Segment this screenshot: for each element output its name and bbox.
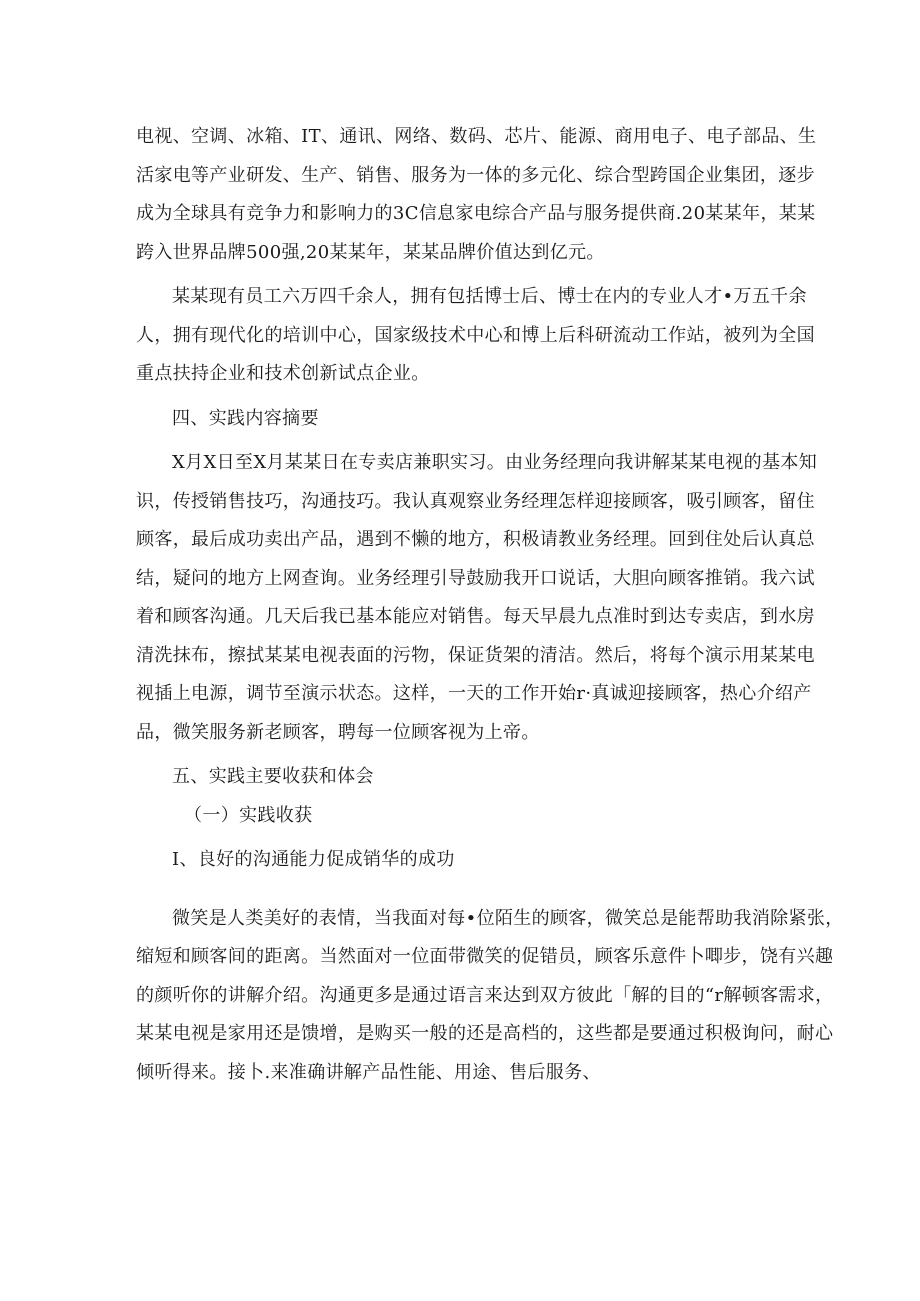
text-line: X月X日至X月某某日在专卖店兼职实习。由业务经理向我讲解某某电视的基本知 bbox=[172, 452, 818, 473]
text-line: 某某现有员工六万四千余人，拥有包括博士后、博士在内的专业人才•万五千余 bbox=[172, 286, 807, 307]
text-line: 跨入世界品牌500强,20某某年，某某品牌价值达到亿元。 bbox=[136, 241, 605, 263]
section-heading-4: 四、实践内容摘要 bbox=[172, 407, 319, 429]
paragraph-communication bbox=[136, 900, 844, 1093]
text-line: 着和顾客沟通。几天后我已基本能应对销售。每天早晨九点准时到达专卖店，到水房 bbox=[136, 606, 815, 627]
text-line: 的颜听你的讲解介绍。沟通更多是通过语言来达到双方彼此「解的目的“r解顿客需求， bbox=[136, 984, 834, 1006]
text-line: 顾客，最后成功卖出产品，遇到不懒的地方，积极请教业务经理。回到住处后认真总 bbox=[136, 529, 815, 550]
text-line: 微笑是人类美好的表情，当我面对每•位陌生的顾客，微笑总是能帮助我消除紧张， bbox=[172, 907, 844, 929]
text-line: 清洗抹布，擦拭某某电视表面的污物，保证货架的清洁。然后，将每个演示用某某电 bbox=[136, 644, 815, 666]
text-line: 结，疑问的地方上网查询。业务经理引导鼓励我开口说话，大胆向顾客推销。我六试 bbox=[136, 567, 815, 589]
text-line: 品，微笑服务新老顾客，聘每一位顾客视为上帝。 bbox=[136, 721, 540, 743]
text-line: 倾听得来。接卜.来准确讲解产品性能、用途、售后服务、 bbox=[136, 1061, 601, 1083]
paragraph-company-intro bbox=[136, 118, 817, 272]
text-line: 人，拥有现代化的培训中心，国家级技术中心和博上后科研流动工作站，被列为全国 bbox=[136, 324, 815, 346]
subsection-heading: （一）实践收获 bbox=[184, 804, 313, 826]
text-line: 成为全球具有竞争力和影响力的3C信息家电综合产品与服务提供商.20某某年，某某 bbox=[136, 203, 816, 224]
text-line: 视插上电源，调节至演示状态。这样，一天的工作开始r·真诚迎接顾客，热心介绍产 bbox=[136, 683, 812, 704]
text-line: 电视、空调、冰箱、IT、通讯、网络、数码、芯片、能源、商用电子、电子部品、生 bbox=[136, 126, 817, 147]
text-line: 活家电等产业研发、生产、销售、服务为一体的多元化、综合型跨国企业集团，逐步 bbox=[136, 164, 815, 186]
text-line: 某某电视是家用还是馈增，是购买一般的还是高档的，这些都是要通过积极询问，耐心 bbox=[136, 1023, 834, 1044]
text-line: 识，传授销售技巧，沟通技巧。我认真观察业务经理怎样迎接顾客，吸引顾客，留住 bbox=[136, 490, 815, 512]
paragraph-practice-summary bbox=[136, 444, 818, 752]
paragraph-staff bbox=[136, 278, 815, 394]
numbered-item-heading: I、良好的沟通能力促成销华的成功 bbox=[172, 849, 455, 870]
text-line: 重点扶持企业和技术创新试点企业。 bbox=[136, 363, 430, 384]
section-heading-5: 五、实践主要收获和体会 bbox=[172, 766, 374, 787]
document-body bbox=[136, 118, 844, 1092]
text-line: 缩短和顾客间的距离。当然面对一位面带微笑的促错员，顾客乐意件卜唧步，饶有兴趣 bbox=[136, 946, 834, 967]
